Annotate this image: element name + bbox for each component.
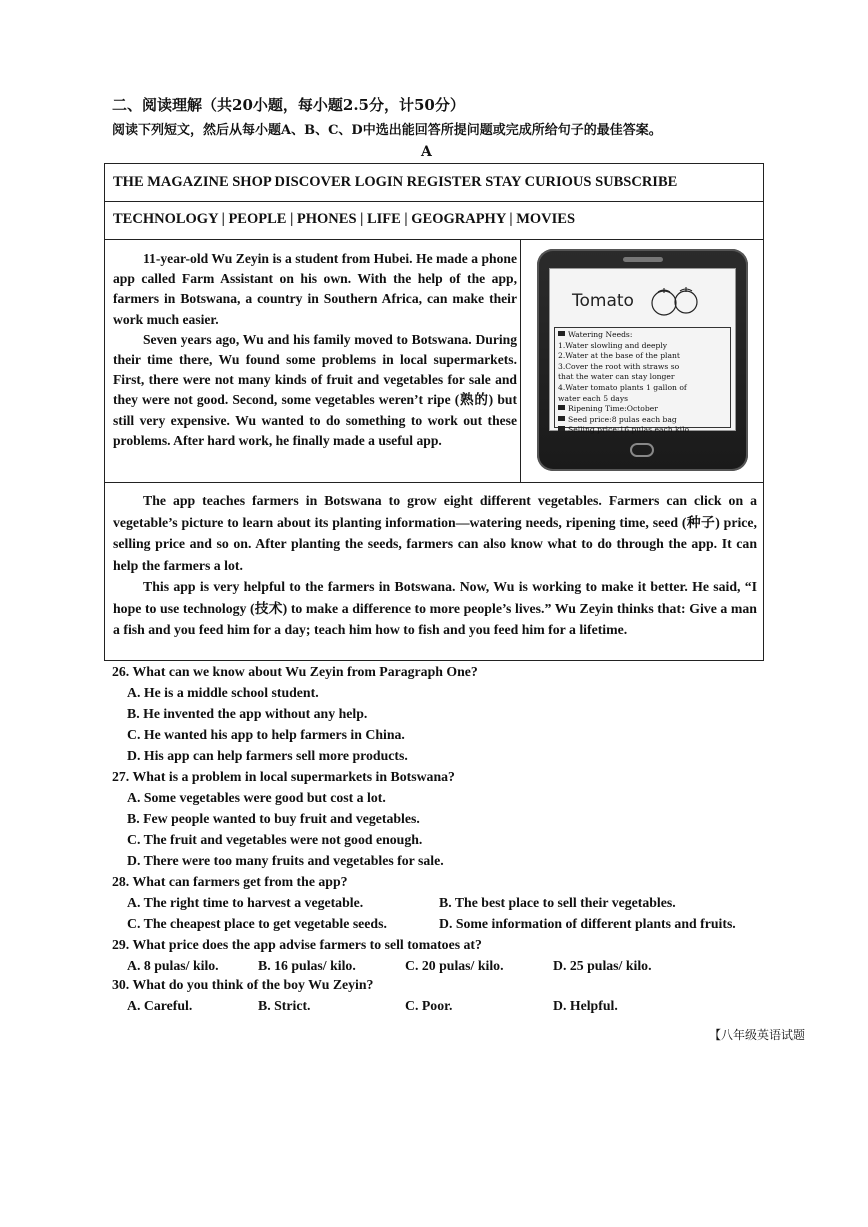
question-27-option-b: B. Few people wanted to buy fruit and vegetables. bbox=[127, 811, 420, 826]
phone-info-line bbox=[558, 404, 727, 415]
question-29-option-c: C. 20 pulas/ kilo. bbox=[405, 958, 504, 973]
phone-info-line bbox=[558, 351, 727, 362]
phone-info-text: that the water can stay longer bbox=[558, 372, 675, 382]
question-26-option-b: B. He invented the app without any help. bbox=[127, 706, 368, 721]
paragraph-4: This app is very helpful to the farmers in Botswana. Now, Wu is working to make it better. He said, “I hope to use technology (技术) to make a difference to more people’s lives.” Wu Zeyin thinks that: Give a man a fish and you feed him for a day; teach him how to fish and you feed him for a lifetime. bbox=[113, 579, 757, 637]
question-28-option-b: B. The best place to sell their vegetables. bbox=[439, 895, 676, 910]
phone-info-text: 4.Water tomato plants 1 gallon of bbox=[558, 382, 687, 392]
bullet-square-icon bbox=[558, 426, 565, 431]
question-27-option-a: A. Some vegetables were good but cost a lot. bbox=[127, 790, 386, 805]
tomato-icon bbox=[644, 283, 704, 319]
question-30-stem: 30. What do you think of the boy Wu Zeyin? bbox=[112, 977, 374, 992]
article-top-row bbox=[105, 240, 763, 483]
phone-info-text: 1.Water slowling and deeply bbox=[558, 340, 668, 350]
phone-info-line bbox=[558, 341, 727, 352]
passage-label: A bbox=[421, 144, 432, 160]
phone-screen bbox=[549, 268, 736, 435]
question-30-option-c: C. Poor. bbox=[405, 998, 453, 1013]
section-title: 二、阅读理解（共20小题，每小题2.5分，计50分） bbox=[112, 96, 465, 114]
question-29-option-d: D. 25 pulas/ kilo. bbox=[553, 958, 652, 973]
bullet-square-icon bbox=[558, 405, 565, 410]
phone-info-text: 2.Water at the base of the plant bbox=[558, 351, 680, 361]
paragraph-1: 11-year-old Wu Zeyin is a student from Hubei. He made a phone app called Farm Assistant on his own. With the help of the app, farmers in Botswana, a country in Southern Africa, can make their work much easier. bbox=[113, 251, 517, 327]
nav-top: THE MAGAZINE SHOP DISCOVER LOGIN REGISTER STAY CURIOUS SUBSCRIBE bbox=[105, 164, 763, 202]
phone-info-line bbox=[558, 362, 727, 373]
phone-info-text: Seed price:8 pulas each bag bbox=[568, 414, 677, 424]
footer-label: 【八年级英语试题 bbox=[709, 1028, 806, 1042]
phone-info-line bbox=[558, 425, 727, 436]
screen-title: Tomato bbox=[572, 291, 634, 311]
phone-illustration-cell bbox=[521, 240, 763, 482]
question-29-option-a: A. 8 pulas/ kilo. bbox=[127, 958, 219, 973]
question-26-option-a: A. He is a middle school student. bbox=[127, 685, 319, 700]
phone-speaker bbox=[623, 257, 663, 262]
phone-info-text: Ripening Time:October bbox=[568, 404, 658, 414]
question-28-option-a: A. The right time to harvest a vegetable. bbox=[127, 895, 364, 910]
webpage-box bbox=[104, 163, 764, 661]
phone-info-line bbox=[558, 330, 727, 341]
phone-info-text: Selling price:16 pulas each kilo bbox=[568, 425, 690, 435]
phone-info-line bbox=[558, 394, 727, 405]
bullet-square-icon bbox=[558, 416, 565, 421]
question-29-option-b: B. 16 pulas/ kilo. bbox=[258, 958, 356, 973]
phone-info-line bbox=[558, 383, 727, 394]
bullet-square-icon bbox=[558, 331, 565, 336]
question-27-option-d: D. There were too many fruits and vegetables for sale. bbox=[127, 853, 444, 868]
article-text-left bbox=[105, 240, 521, 482]
question-30-option-b: B. Strict. bbox=[258, 998, 311, 1013]
instructions: 阅读下列短文，然后从每小题A、B、C、D中选出能回答所提问题或完成所给句子的最佳答案。 bbox=[112, 123, 662, 138]
nav-categories: TECHNOLOGY | PEOPLE | PHONES | LIFE | GEOGRAPHY | MOVIES bbox=[105, 202, 763, 240]
question-26-option-d: D. His app can help farmers sell more products. bbox=[127, 748, 408, 763]
question-27-stem: 27. What is a problem in local supermarkets in Botswana? bbox=[112, 769, 455, 784]
paragraph-2: Seven years ago, Wu and his family moved to Botswana. During their time there, Wu found some problems in local supermarkets. First, there were not many kinds of fruit and vegetables for sale and they were not good. Second, some vegetables weren’t ripe (熟的) but still very expensive. Wu wanted to do something to work out these problems. After hard work, he finally made a useful app. bbox=[113, 331, 517, 448]
phone-image bbox=[537, 249, 748, 471]
phone-info-text: Watering Needs: bbox=[568, 330, 633, 339]
question-26-stem: 26. What can we know about Wu Zeyin from Paragraph One? bbox=[112, 664, 478, 679]
question-28-option-c: C. The cheapest place to get vegetable seeds. bbox=[127, 916, 387, 931]
question-30-option-d: D. Helpful. bbox=[553, 998, 618, 1013]
phone-info-line bbox=[558, 372, 727, 383]
question-26-option-c: C. He wanted his app to help farmers in China. bbox=[127, 727, 405, 742]
question-27-option-c: C. The fruit and vegetables were not good enough. bbox=[127, 832, 423, 847]
phone-info-text: water each 5 days bbox=[558, 393, 629, 403]
question-28-stem: 28. What can farmers get from the app? bbox=[112, 874, 348, 889]
question-28-option-d: D. Some information of different plants and fruits. bbox=[439, 916, 736, 931]
article-text-bottom bbox=[105, 483, 763, 641]
question-29-stem: 29. What price does the app advise farmers to sell tomatoes at? bbox=[112, 937, 482, 952]
phone-home-button bbox=[630, 443, 654, 457]
watering-info-box bbox=[554, 327, 731, 435]
phone-info-text: 3.Cover the root with straws so bbox=[558, 361, 680, 371]
question-30-option-a: A. Careful. bbox=[127, 998, 193, 1013]
paragraph-3: The app teaches farmers in Botswana to grow eight different vegetables. Farmers can click on a vegetable’s picture to learn about its planting information—watering needs, ripening time, seed (种子) price, selling price and so on. After planting the seeds, farmers can also know what to do through the app. It can help the farmers a lot. bbox=[113, 493, 757, 573]
phone-info-line bbox=[558, 415, 727, 426]
